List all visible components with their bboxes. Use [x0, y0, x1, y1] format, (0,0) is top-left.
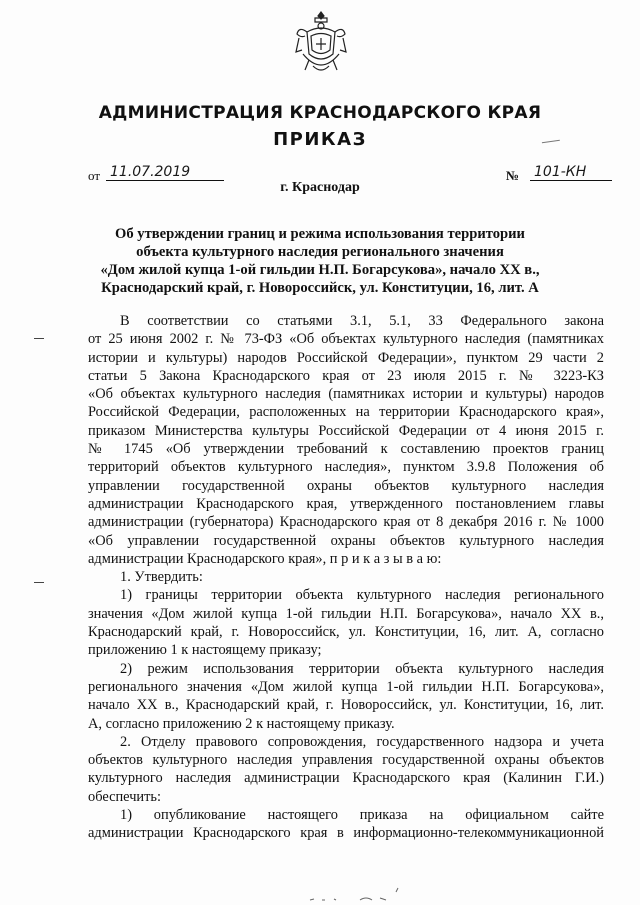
body-line: «Об управлении государственной охраны объектов культурного наследия	[88, 532, 604, 549]
margin-mark	[34, 338, 44, 339]
body-line: приказом Министерства культуры Российской Федерации от 4 июня 2015 г.	[88, 422, 604, 439]
body-line: 1. Утвердить:	[120, 569, 203, 586]
coat-of-arms-icon	[293, 8, 349, 80]
body-line: истории и культуры) народов Российской Федерации», пунктом 29 части 2	[88, 349, 604, 366]
handwritten-date: 11.07.2019	[106, 164, 224, 181]
body-line: администрации Краснодарского края», п р и к а з ы в а ю:	[88, 550, 442, 567]
order-title	[90, 225, 550, 297]
body-line: № 1745 «Об утверждении требований к составлению проектов границ	[88, 441, 604, 458]
body-line: администрации Краснодарского края, утвержденного постановлением главы	[88, 495, 604, 512]
number-prefix: №	[506, 168, 520, 183]
order-body	[88, 312, 604, 843]
body-line: 2. Отделу правового сопровождения, государственного надзора и учета	[120, 733, 604, 750]
margin-mark	[34, 582, 44, 583]
body-line: А, согласно приложению 2 к настоящему приказу.	[88, 715, 395, 732]
title-line: Краснодарский край, г. Новороссийск, ул. Конституции, 16, лит. А	[101, 280, 539, 296]
body-line: культурного наследия администрации Краснодарского края (Калинин Г.И.)	[88, 770, 604, 787]
body-line: Краснодарский край, г. Новороссийск, ул. Конституции, 16, лит. А, согласно	[88, 624, 604, 641]
body-line: регионального значения «Дом жилой купца 1-ой гильдии Н.П. Богарсукова»,	[88, 678, 604, 695]
date-prefix: от	[88, 168, 101, 183]
handwritten-number: 101-КН	[530, 164, 612, 181]
document-type: ПРИКАЗ	[273, 129, 367, 150]
body-line: Российской Федерации, расположенных на территории Краснодарского края»,	[88, 404, 604, 421]
body-line: В соответствии со статьями 3.1, 5.1, 33 Федерального закона	[120, 313, 604, 329]
body-line: администрации Краснодарского края в информационно-телекоммуникационной	[88, 825, 604, 842]
body-line: обеспечить:	[88, 788, 161, 805]
body-line: управлении государственной охраны объектов культурного наследия	[88, 477, 604, 494]
body-line: «Об объектах культурного наследия (памятниках истории и культуры) народов	[88, 386, 604, 403]
body-line: 2) режим использования территории объекта культурного наследия	[120, 660, 604, 677]
body-line: значения «Дом жилой купца 1-ой гильдии Н.П. Богарсукова», начало XX в.,	[88, 605, 604, 622]
body-line: от 25 июня 2002 г. № 73-ФЗ «Об объектах культурного наследия (памятниках	[88, 331, 604, 348]
body-line: приложению 1 к настоящему приказу;	[88, 642, 322, 659]
body-line: территорий объектов культурного наследия», пунктом 3.9.8 Положения об	[88, 459, 604, 476]
city-line: г. Краснодар	[280, 180, 360, 195]
body-line: 1) границы территории объекта культурного наследия регионального	[120, 587, 604, 604]
organization-name: АДМИНИСТРАЦИЯ КРАСНОДАРСКОГО КРАЯ	[98, 103, 542, 123]
body-line: статьи 5 Закона Краснодарского края от 23 июля 2015 г. № 3223-КЗ	[88, 367, 604, 384]
body-line: объектов культурного наследия управления государственной охраны объектов	[88, 752, 604, 769]
body-line: администрации (губернатора) Краснодарского края от 8 декабря 2016 г. № 1000	[88, 514, 604, 531]
body-line: 1) опубликование настоящего приказа на официальном сайте	[120, 807, 604, 824]
title-line: объекта культурного наследия регионального значения	[136, 244, 504, 260]
title-line: Об утверждении границ и режима использования территории	[115, 226, 525, 242]
title-line: «Дом жилой купца 1-ой гильдии Н.П. Богарсукова», начало XX в.,	[100, 262, 540, 278]
scan-artifact	[300, 884, 420, 904]
body-line: начало XX в., Краснодарский край, г. Новороссийск, ул. Конституции, 16, лит.	[88, 697, 604, 714]
